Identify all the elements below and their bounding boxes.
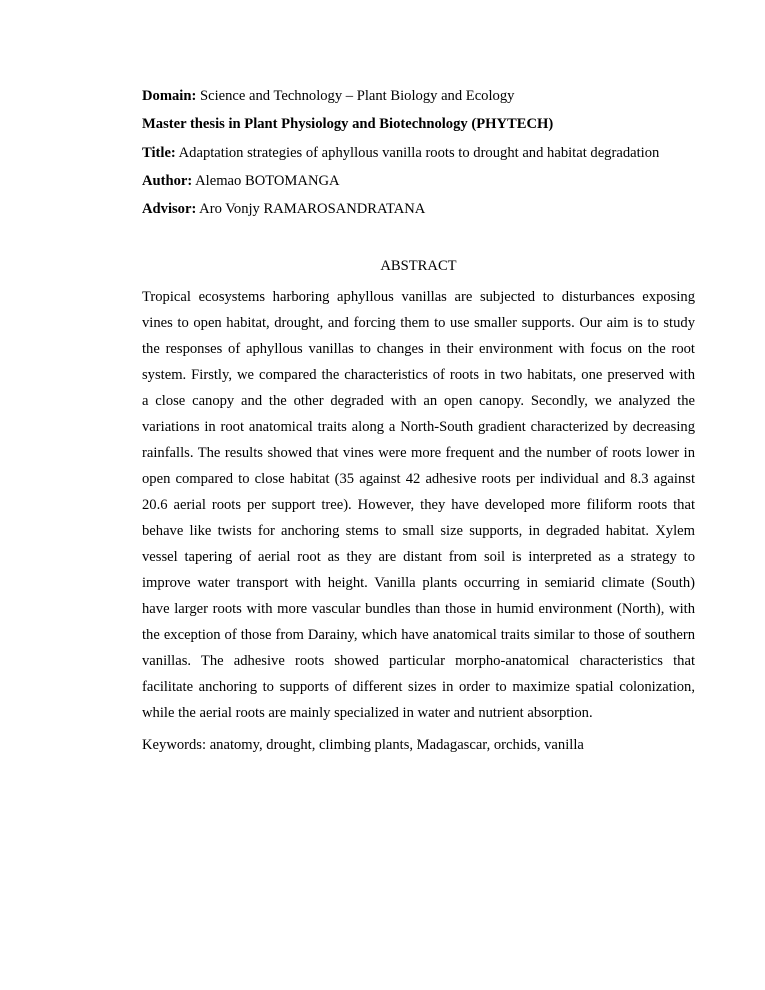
abstract-line: variations in root anatomical traits along a North-South gradient characterized by decreasing	[142, 419, 695, 436]
advisor-label: Advisor:	[142, 201, 197, 218]
domain-label: Domain:	[142, 88, 197, 104]
author-line	[142, 171, 695, 191]
advisor-line	[142, 199, 695, 219]
abstract-line: behave like twists for anchoring stems to small size supports, in degraded habitat. Xylem	[142, 523, 695, 540]
thesis-line: Master thesis in Plant Physiology and Biotechnology (PHYTECH)	[142, 116, 554, 133]
keywords-line: Keywords: anatomy, drought, climbing plants, Madagascar, orchids, vanilla	[142, 737, 584, 754]
author-value: Alemao BOTOMANGA	[192, 172, 340, 189]
title-label: Title:	[142, 144, 176, 161]
abstract-line: vessel tapering of aerial root as they are distant from soil is interpreted as a strategy to	[142, 549, 695, 566]
abstract-line: vines to open habitat, drought, and forcing them to use smaller supports. Our aim is to study	[142, 315, 695, 332]
abstract-body	[142, 284, 695, 726]
abstract-line: vanillas. The adhesive roots showed particular morpho-anatomical characteristics that	[142, 653, 695, 670]
title-value: Adaptation strategies of aphyllous vanilla roots to drought and habitat degradation	[175, 144, 660, 161]
advisor-value: Aro Vonjy RAMAROSANDRATANA	[196, 201, 426, 218]
document-page	[142, 86, 695, 755]
domain-line	[142, 86, 695, 106]
abstract-line: have larger roots with more vascular bundles than those in humid environment (North), with	[142, 601, 695, 618]
abstract-line: while the aerial roots are mainly specialized in water and nutrient absorption.	[142, 705, 593, 722]
abstract-line: open compared to close habitat (35 against 42 adhesive roots per individual and 8.3 against	[142, 471, 695, 488]
abstract-line: 20.6 aerial roots per support tree). However, they have developed more filiform roots that	[142, 497, 695, 514]
abstract-line: facilitate anchoring to supports of different sizes in order to maximize spatial colonization,	[142, 679, 695, 696]
abstract-line: Tropical ecosystems harboring aphyllous vanillas are subjected to disturbances exposing	[142, 289, 695, 306]
abstract-heading: ABSTRACT	[380, 258, 457, 275]
abstract-line: system. Firstly, we compared the characteristics of roots in two habitats, one preserved with	[142, 367, 695, 384]
abstract-line: rainfalls. The results showed that vines were more frequent and the number of roots lower in	[142, 445, 695, 462]
abstract-line: a close canopy and the other degraded with an open canopy. Secondly, we analyzed the	[142, 393, 695, 410]
abstract-line: the responses of aphyllous vanillas to changes in their environment with focus on the root	[142, 341, 695, 358]
abstract-line: the exception of those from Darainy, which have anatomical traits similar to those of southern	[142, 627, 695, 644]
author-label: Author:	[142, 172, 193, 189]
domain-value: Science and Technology – Plant Biology and Ecology	[196, 88, 515, 104]
title-line	[142, 143, 695, 163]
abstract-line: improve water transport with height. Vanilla plants occurring in semiarid climate (South)	[142, 575, 695, 592]
